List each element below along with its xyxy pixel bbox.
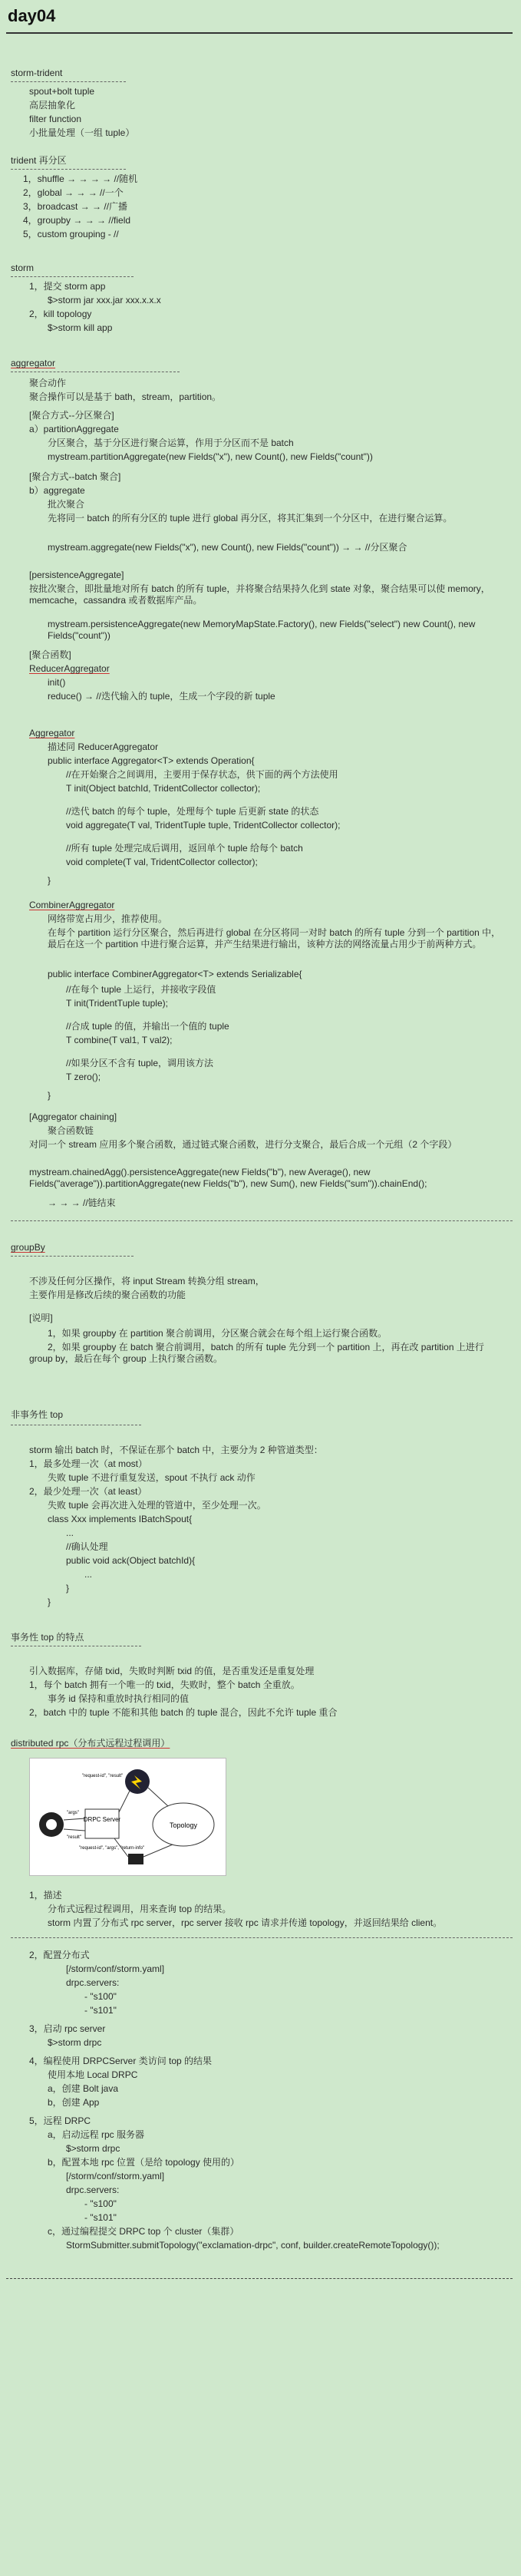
section-heading: trident 再分区 [11, 155, 67, 166]
drpc-diagram-svg [30, 1759, 226, 1875]
text-line: [聚合方式--分区聚合] [29, 410, 114, 421]
list-item: 高层抽象化 [29, 100, 76, 111]
list-item: 4，groupby → → → //field [23, 215, 131, 226]
title-divider [6, 32, 513, 34]
code-line: mystream.chainedAgg().persistenceAggregate(new Fields("b"), new Average(), new Fields("average")).partitionAggregate(new Fields("b"), new Sum(), new Fields("sum")).chainEnd(); [29, 1167, 427, 1189]
code-line: void aggregate(T val, TridentTuple tuple, TridentCollector collector); [66, 820, 341, 831]
divider [11, 276, 134, 277]
code-line: class Xxx implements IBatchSpout{ [48, 1514, 193, 1524]
code-comment: //合成 tuple 的值，并输出一个值的 tuple [66, 1021, 229, 1032]
text-line: 失败 tuple 会再次进入处理的管道中，至少处理一次。 [48, 1500, 266, 1511]
code-comment: //如果分区不含有 tuple，调用该方法 [66, 1058, 214, 1068]
code-line: void complete(T val, TridentCollector collector); [66, 857, 258, 867]
text-line: 网络带宽占用少，推荐使用。 [48, 913, 168, 924]
list-item: 3，broadcast → → //广播 [23, 201, 128, 212]
code-line: $>storm drpc [66, 2143, 120, 2154]
section-heading: 非事务性 top [11, 1409, 64, 1420]
text-line: 1，最多处理一次（at most） [29, 1458, 148, 1469]
return-box [128, 1854, 143, 1864]
text-line: 5，远程 DRPC [29, 2115, 91, 2126]
code-line: } [48, 1597, 51, 1607]
args-label: "args" [67, 1811, 79, 1815]
text-line: 聚合函数链 [48, 1125, 94, 1136]
code-line: [/storm/conf/storm.yaml] [66, 1963, 165, 1974]
text-line: 聚合操作可以是基于 bath，stream，partition。 [29, 391, 222, 402]
code-line: T combine(T val1, T val2); [66, 1035, 173, 1045]
section-heading: groupBy [11, 1242, 45, 1253]
list-item: 1，提交 storm app [29, 281, 106, 292]
code-line: reduce() → //迭代输入的 tuple，生成一个字段的新 tuple [48, 691, 275, 702]
client-node-core [46, 1819, 57, 1830]
divider [11, 1220, 513, 1221]
code-line: T init(Object batchId, TridentCollector collector); [66, 783, 261, 794]
text-line: Aggregator [29, 728, 75, 738]
code-comment: //在开始聚合之间调用，主要用于保存状态，供下面的两个方法使用 [66, 769, 338, 780]
code-line: [/storm/conf/storm.yaml] [66, 2171, 165, 2181]
code-line: public interface CombinerAggregator<T> extends Serializable{ [48, 969, 302, 979]
text-line: 使用本地 Local DRPC [48, 2069, 138, 2080]
text-line: 分区聚合，基于分区进行聚合运算，作用于分区而不是 batch [48, 438, 294, 448]
result-label: "result" [67, 1835, 81, 1840]
text-line: 事务 id 保持和重放时执行相同的值 [48, 1693, 190, 1704]
arrow [119, 1791, 130, 1812]
code-line: ... [66, 1527, 74, 1538]
topology-label: Topology [169, 1821, 198, 1829]
code-line: $>storm kill app [48, 322, 113, 333]
code-comment: → → → //链结束 [48, 1197, 116, 1208]
text-line: [说明] [29, 1313, 53, 1323]
text-line: 1，描述 [29, 1890, 62, 1901]
code-comment: //所有 tuple 处理完成后调用，返回单个 tuple 给每个 batch [66, 843, 303, 854]
text-line: a，创建 Bolt java [48, 2083, 119, 2094]
drpc-diagram [29, 1758, 226, 1876]
drpc-server-box [85, 1809, 119, 1838]
section-heading: distributed rpc（分布式远程过程调用） [11, 1738, 170, 1749]
list-item: 5，custom grouping - // [23, 229, 119, 239]
arrow [64, 1818, 85, 1820]
list-item: 小批量处理（一组 tuple） [29, 127, 135, 138]
section-heading: storm-trident [11, 68, 63, 78]
text-line: 批次聚合 [48, 499, 85, 510]
code-line: - "s100" [84, 2198, 117, 2209]
code-line: ... [84, 1569, 93, 1580]
code-line: public void ack(Object batchId){ [66, 1555, 196, 1566]
code-line: - "s101" [84, 2212, 117, 2223]
text-line: b，创建 App [48, 2097, 100, 2108]
text-line: 聚合动作 [29, 378, 67, 388]
code-line: - "s100" [84, 1991, 117, 2002]
text-line: b）aggregate [29, 485, 85, 496]
text-line: 失败 tuple 不进行重复发送，spout 不执行 ack 动作 [48, 1472, 256, 1483]
text-line: 4，编程使用 DRPCServer 类访问 top 的结果 [29, 2056, 213, 2066]
text-line: storm 输出 batch 时，不保证在那个 batch 中，主要分为 2 种管道类型： [29, 1445, 323, 1455]
section-heading: 事务性 top 的特点 [11, 1632, 84, 1643]
end-divider [6, 2278, 513, 2279]
text-line: 描述同 ReducerAggregator [48, 741, 159, 752]
code-line: } [48, 1090, 51, 1101]
text-line: 按批次聚合，即批量地对所有 batch 的所有 tuple，并将聚合结果持久化到 state 对象，聚合结果可以使 memory，memcache，cassandra 或者数据库产品。 [29, 583, 490, 606]
divider [11, 1937, 513, 1938]
text-line: 不涉及任何分区操作，将 input Stream 转换分组 stream， [29, 1276, 265, 1286]
text-line: c，通过编程提交 DRPC top 个 cluster（集群） [48, 2226, 239, 2237]
divider [11, 169, 126, 170]
list-item: 1，shuffle → → → → //随机 [23, 173, 138, 184]
code-comment: //在每个 tuple 上运行，并接收字段值 [66, 984, 216, 995]
section-heading: storm [11, 263, 34, 273]
code-line: StormSubmitter.submitTopology("exclamation-drpc", conf, builder.createRemoteTopology()); [66, 2240, 440, 2251]
code-line: } [66, 1583, 70, 1593]
server-label: DRPC Server [83, 1816, 121, 1823]
text-line: 1，如果 groupby 在 partition 聚合前调用，分区聚合就会在每个组上运行聚合函数。 [48, 1328, 387, 1339]
code-line: } [48, 875, 51, 886]
text-line: 2，最少处理一次（at least） [29, 1486, 147, 1497]
text-line: 1，每个 batch 拥有一个唯一的 txid，失败时，整个 batch 全重放。 [29, 1679, 300, 1690]
list-item: filter function [29, 114, 82, 124]
request-label: "request-id", "result" [82, 1774, 124, 1778]
code-line: mystream.persistenceAggregate(new MemoryMapState.Factory(), new Fields("select") new Count(), new Fields("count")) [48, 619, 476, 641]
text-line: CombinerAggregator [29, 900, 115, 910]
text-line: ReducerAggregator [29, 663, 110, 674]
divider [11, 81, 126, 82]
text-line: b，配置本地 rpc 位置（是给 topology 使用的） [48, 2157, 240, 2168]
text-line: [聚合函数] [29, 649, 71, 660]
section-heading: aggregator [11, 358, 56, 368]
list-item: spout+bolt tuple [29, 86, 95, 97]
code-line: drpc.servers: [66, 2185, 120, 2195]
text-line: 在每个 partition 运行分区聚合，然后再进行 global 在分区将同一对时 batch 的所有 tuple 分到一个 partition 中，最后在这一个 partition 中进行聚合运算，并产生结果进行输出，该种方法的网络流量占用少于前两种方式。 [48, 927, 501, 949]
code-comment: //迭代 batch 的每个 tuple，处理每个 tuple 后更新 state 的状态 [66, 806, 319, 817]
code-comment: //确认处理 [66, 1541, 108, 1552]
text-line: a）partitionAggregate [29, 424, 119, 434]
code-line: public interface Aggregator<T> extends Operation{ [48, 755, 255, 766]
arrow [143, 1844, 173, 1857]
code-line: mystream.aggregate(new Fields("x"), new Count(), new Fields("count")) → → //分区聚合 [48, 542, 407, 553]
text-line: 2，配置分布式 [29, 1950, 90, 1960]
text-line: [Aggregator chaining] [29, 1111, 117, 1122]
list-item: 2，kill topology [29, 309, 92, 319]
code-line: mystream.partitionAggregate(new Fields("x"), new Count(), new Fields("count")) [48, 451, 373, 462]
page-title: day04 [8, 6, 56, 25]
code-line: $>storm drpc [48, 2037, 102, 2048]
code-line: init() [48, 677, 66, 688]
text-line: a，启动远程 rpc 服务器 [48, 2129, 145, 2140]
code-line: $>storm jar xxx.jar xxx.x.x.x [48, 295, 161, 305]
text-line: 对同一个 stream 应用多个聚合函数，通过链式聚合函数，进行分支聚合，最后合成一个元组（2 个字段） [29, 1139, 457, 1150]
code-line: drpc.servers: [66, 1977, 120, 1988]
code-line: T init(TridentTuple tuple); [66, 998, 168, 1009]
divider [11, 1256, 134, 1257]
return-label: "request-id", "args", "return-info" [79, 1846, 145, 1851]
arrow [64, 1829, 85, 1831]
code-line: - "s101" [84, 2005, 117, 2016]
text-line: 2，如果 groupby 在 batch 聚合前调用，batch 的所有 tuple 先分到一个 partition 上，再在改 partition 上进行 group by，最后在每个 group 上执行聚合函数。 [29, 1342, 484, 1364]
text-line: 3，启动 rpc server [29, 2023, 106, 2034]
code-line: T zero(); [66, 1072, 101, 1082]
arrow [148, 1788, 168, 1806]
text-line: 引入数据库，存储 txid，失败时判断 txid 的值，是否重发还是重复处理 [29, 1666, 315, 1676]
text-line: 先将同一 batch 的所有分区的 tuple 进行 global 再分区，将其汇集到一个分区中，在进行聚合运算。 [48, 513, 453, 523]
text-line: 分布式远程过程调用，用来查询 top 的结果。 [48, 1904, 232, 1914]
text-line: storm 内置了分布式 rpc server，rpc server 接收 rpc 请求并传递 topology，并返回结果给 client。 [48, 1917, 443, 1928]
list-item: 2，global → → → //一个 [23, 187, 124, 198]
text-line: [聚合方式--batch 聚合] [29, 471, 121, 482]
text-line: [persistenceAggregate] [29, 570, 124, 580]
text-line: 主要作用是修改后续的聚合函数的功能 [29, 1290, 186, 1300]
text-line: 2，batch 中的 tuple 不能和其他 batch 的 tuple 混合，因此不允许 tuple 重合 [29, 1707, 338, 1718]
